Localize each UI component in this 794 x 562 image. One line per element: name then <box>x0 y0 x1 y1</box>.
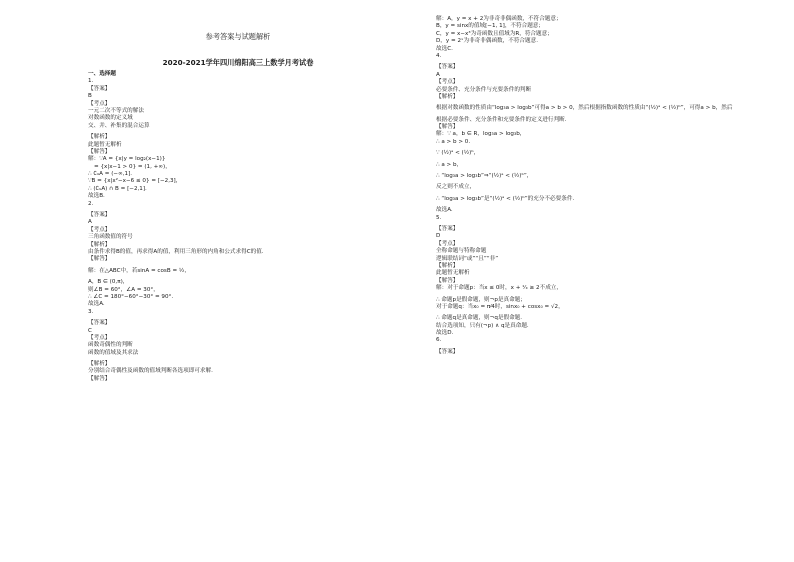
q4-analysis-line: 根据必要条件、充分条件和充要条件的定义进行判断. <box>436 116 567 123</box>
q5-number: 5. <box>436 214 442 221</box>
section-heading: 一、选择题 <box>88 71 116 77</box>
q3-answer-tag: 【答案】 <box>88 320 111 327</box>
q2-analysis: 由条件求得B的值，再求得A的值，利用三角形的内角和公式求得C的值. <box>88 248 264 255</box>
q4-solution-line: ∴ “log₃a > log₃b”⇒“(½)ᵃ < (½)ᵇ”， <box>436 173 533 180</box>
q5-kaodian-line: 逻辑联结词“或”“且”“非” <box>436 255 499 262</box>
q3-kaodian-line: 函数奇偶性的判断 <box>88 342 133 349</box>
doc-subtitle: 2020-2021学年四川绵阳高三上数学月考试卷 <box>162 57 314 67</box>
q5-solution-tag: 【解答】 <box>436 277 459 284</box>
q3-analysis: 分别结合奇偶性及函数的值域判断各选项即可求解. <box>88 368 213 375</box>
q2-kaodian-tag: 【考点】 <box>88 226 111 233</box>
q6-number: 6. <box>436 337 442 344</box>
q3-number: 3. <box>88 308 94 315</box>
q5-solution-line: 结合选项知，只有(¬p) ∧ q是真命题. <box>436 322 529 329</box>
q2-answer-tag: 【答案】 <box>88 212 111 219</box>
q1-analysis-tag: 【解析】 <box>88 134 111 141</box>
q5-solution-line: 解：对于命题p：当x ≤ 0时，x + ¹⁄ₓ ≥ 2不成立， <box>436 285 562 292</box>
q1-solution-line: ∵B = {x|x²−x−6 ≤ 0} = [−2,3]， <box>88 178 182 185</box>
q1-kaodian-line: 交、并、补集的混合运算 <box>88 122 150 129</box>
q4-solution-tag: 【解答】 <box>436 124 459 131</box>
q5-solution-line: 对于命题q：当x₀ = π⁄4时，sinx₀ + cosx₀ = √2， <box>436 303 564 310</box>
q4-solution-line: 故选A. <box>436 207 453 214</box>
q1-solution-line: ∴ (∁ᵤA) ∩ B = [−2,1]. <box>88 185 147 192</box>
q2-solution-line: 解：在△ABC中，若sinA = cosB = ½， <box>88 267 190 274</box>
q1-kaodian-tag: 【考点】 <box>88 100 111 107</box>
q3-kaodian-line: 函数的值域及其求法 <box>88 349 139 356</box>
q3-solution-line: 故选C. <box>436 45 453 52</box>
q5-kaodian-tag: 【考点】 <box>436 240 459 247</box>
q1-answer-tag: 【答案】 <box>88 85 111 92</box>
q1-solution-line: 解：∵A = {x|y = log₂(x−1)} <box>88 156 166 163</box>
q4-solution-line: ∴ “log₃a > log₃b”是“(½)ᵃ < (½)ᵇ”的充分不必要条件. <box>436 195 575 202</box>
q4-kaodian-line: 必要条件、充分条件与充要条件的判断 <box>436 86 532 93</box>
q4-solution-line: ∴ a > b > 0. <box>436 138 471 145</box>
q5-solution-line: 故选D. <box>436 330 454 337</box>
q4-analysis-line: 根据对数函数的性质由“log₃a > log₃b”可得a > b > 0，然后根据指数函数的性质由“(½)ᵃ < (½)ᵇ”，可得a > b，然后 <box>436 105 733 112</box>
q4-solution-line: 解：∵ a，b ∈ R，log₃a > log₃b， <box>436 131 526 138</box>
q1-answer: B <box>88 93 92 100</box>
q3-solution-line: D，y = 2ˣ为非奇非偶函数，不符合题意. <box>436 38 538 45</box>
q1-solution-line: ∴ ∁ᵤA = (−∞,1]. <box>88 171 133 178</box>
q5-analysis-tag: 【解析】 <box>436 262 459 269</box>
q2-solution-line: ∴ ∠C = 180°−60°−30° = 90°. <box>88 293 174 300</box>
q1-solution-line: = {x|x−1 > 0} = (1, +∞)， <box>94 163 171 170</box>
q4-answer: A <box>436 71 440 78</box>
q4-solution-line: ∵ (½)ᵃ < (½)ᵇ， <box>436 150 480 157</box>
q4-answer-tag: 【答案】 <box>436 64 459 71</box>
q6-answer-tag: 【答案】 <box>436 348 459 355</box>
q1-kaodian-line: 对数函数的定义域 <box>88 115 133 122</box>
q3-solution-line: 解：A，y = x + 2为非奇非偶函数，不符合题意； <box>436 16 562 22</box>
q2-solution-line: A，B ∈ (0,π)， <box>88 279 129 286</box>
q5-kaodian-line: 全称命题与特称命题 <box>436 248 487 255</box>
q5-solution-line: ∴ 命题p是假命题，则¬p是真命题； <box>436 296 526 303</box>
q3-solution-line: C，y = x−x³为奇函数且值域为R，符合题意； <box>436 30 553 37</box>
q1-kaodian-line: 一元二次不等式的解法 <box>88 107 144 114</box>
q4-number: 4. <box>436 52 442 59</box>
q3-solution-line: B，y = sinx的值域[−1, 1]，不符合题意； <box>436 23 544 30</box>
q1-solution-tag: 【解答】 <box>88 148 111 155</box>
q2-solution-line: 则∠B = 60°，∠A = 30°， <box>88 286 159 293</box>
q2-number: 2. <box>88 200 94 207</box>
left-column <box>88 0 388 383</box>
q4-solution-line: 反之则不成立， <box>436 184 476 191</box>
q3-analysis-tag: 【解析】 <box>88 361 111 368</box>
q2-solution-line: 故选A. <box>88 301 105 308</box>
q2-analysis-tag: 【解析】 <box>88 241 111 248</box>
q3-answer: C <box>88 327 92 334</box>
q2-kaodian-line: 三角函数值的符号 <box>88 234 133 241</box>
right-column <box>436 0 794 356</box>
q4-kaodian-tag: 【考点】 <box>436 79 459 86</box>
q3-solution-tag: 【解答】 <box>88 375 111 382</box>
q2-answer: A <box>88 219 92 226</box>
q2-solution-tag: 【解答】 <box>88 256 111 263</box>
q1-analysis: 此题暂无解析 <box>88 141 122 148</box>
q4-analysis-tag: 【解析】 <box>436 93 459 100</box>
q5-analysis: 此题暂无解析 <box>436 270 470 277</box>
q3-kaodian-tag: 【考点】 <box>88 334 111 341</box>
q5-answer-tag: 【答案】 <box>436 225 459 232</box>
q1-number: 1. <box>88 78 94 85</box>
doc-title: 参考答案与试题解析 <box>205 32 271 41</box>
q5-solution-line: ∴ 命题q是真命题，则¬q是假命题. <box>436 315 523 322</box>
q5-answer: D <box>436 233 441 240</box>
q4-solution-line: ∴ a > b， <box>436 161 463 168</box>
q1-solution-line: 故选B. <box>88 193 105 200</box>
